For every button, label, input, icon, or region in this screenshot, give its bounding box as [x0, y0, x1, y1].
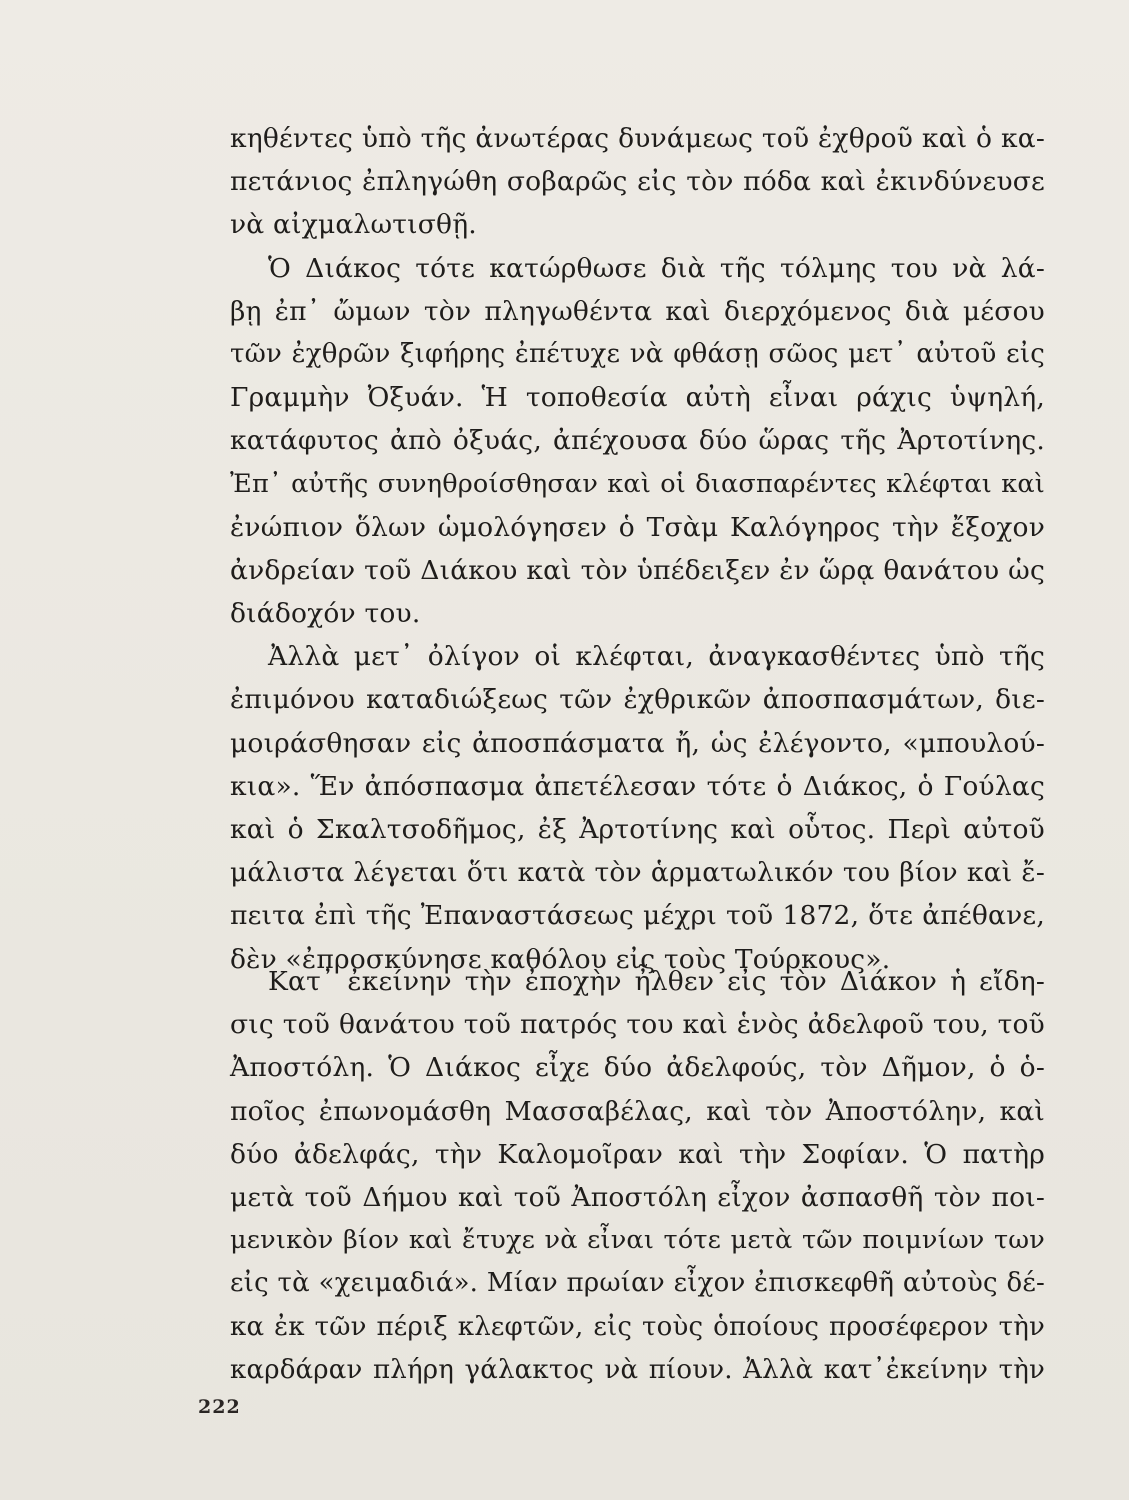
- text-line: βῃ ἐπ᾽ ὤμων τὸν πληγωθέντα καὶ διερχόμενος διὰ μέσου: [230, 295, 1045, 327]
- text-line: ἀνδρείαν τοῦ Διάκου καὶ τὸν ὑπέδειξεν ἐν ὥρᾳ θανάτου ὡς: [230, 554, 1045, 586]
- text-line: πετάνιος ἐπληγώθη σοβαρῶς εἰς τὸν πόδα καὶ ἐκινδύνευσε: [230, 166, 1045, 198]
- text-line: καρδάραν πλήρη γάλακτος νὰ πίουν. Ἀλλὰ κατ᾽ἐκείνην τὴν: [230, 1354, 1045, 1385]
- text-line: κηθέντες ὑπὸ τῆς ἀνωτέρας δυνάμεως τοῦ ἐχθροῦ καὶ ὁ κα-: [230, 123, 1045, 154]
- text-line: μενικὸν βίον καὶ ἔτυχε νὰ εἶναι τότε μετὰ τῶν ποιμνίων των: [230, 1225, 1045, 1256]
- text-line: μοιράσθησαν εἰς ἀποσπάσματα ἤ, ὡς ἐλέγοντο, «μπουλού-: [230, 727, 1045, 759]
- text-line: ποῖος ἐπωνομάσθη Μασσαβέλας, καὶ τὸν Ἀποστόλην, καὶ: [230, 1095, 1045, 1127]
- page-number: 222: [198, 1396, 241, 1418]
- text-line: δύο ἀδελφάς, τὴν Καλομοῖραν καὶ τὴν Σοφίαν. Ὁ πατὴρ: [230, 1138, 1045, 1170]
- text-line: Ἐπ᾽ αὐτῆς συνηθροίσθησαν καὶ οἱ διασπαρέντες κλέφται καὶ: [230, 468, 1045, 499]
- text-block-lower: [230, 960, 1045, 1392]
- text-line: πειτα ἐπὶ τῆς Ἐπαναστάσεως μέχρι τοῦ 1872, ὅτε ἀπέθανε,: [230, 900, 1045, 932]
- text-line: ἐπιμόνου καταδιώξεως τῶν ἐχθρικῶν ἀποσπασμάτων, διε-: [230, 684, 1045, 716]
- text-line: κα ἐκ τῶν πέριξ κλεφτῶν, εἰς τοὺς ὁποίους προσέφερον τὴν: [230, 1311, 1045, 1342]
- text-line: σις τοῦ θανάτου τοῦ πατρός του καὶ ἑνὸς ἀδελφοῦ του, τοῦ: [230, 1009, 1045, 1041]
- text-line: εἰς τὰ «χειμαδιά». Μίαν πρωίαν εἶχον ἐπισκεφθῆ αὐτοὺς δέ-: [230, 1268, 1045, 1299]
- text-block-upper: [230, 117, 1045, 981]
- text-line: τῶν ἐχθρῶν ξιφήρης ἐπέτυχε νὰ φθάσῃ σῶος μετ᾽ αὐτοῦ εἰς: [230, 338, 1045, 369]
- text-line: κια». Ἕν ἀπόσπασμα ἀπετέλεσαν τότε ὁ Διάκος, ὁ Γούλας: [230, 770, 1045, 802]
- text-line: κατάφυτος ἀπὸ ὀξυάς, ἀπέχουσα δύο ὥρας τῆς Ἀρτοτίνης.: [230, 425, 1045, 457]
- text-line: δὲν «ἐπροσκύνησε καθόλου εἰς τοὺς Τούρκους».: [230, 943, 891, 975]
- text-line: μετὰ τοῦ Δήμου καὶ τοῦ Ἀποστόλη εἶχον ἀσπασθῆ τὸν ποι-: [230, 1181, 1045, 1213]
- text-line: καὶ ὁ Σκαλτσοδῆμος, ἐξ Ἀρτοτίνης καὶ οὗτος. Περὶ αὐτοῦ: [230, 814, 1045, 845]
- text-line: μάλιστα λέγεται ὅτι κατὰ τὸν ἁρματωλικόν του βίον καὶ ἔ-: [230, 857, 1045, 889]
- text-line: Ὁ Διάκος τότε κατώρθωσε διὰ τῆς τόλμης του νὰ λά-: [268, 252, 1045, 284]
- text-line: Γραμμὴν Ὀξυάν. Ἡ τοποθεσία αὐτὴ εἶναι ράχις ὑψηλή,: [230, 382, 1045, 414]
- text-line: Ἀποστόλη. Ὁ Διάκος εἶχε δύο ἀδελφούς, τὸν Δῆμον, ὁ ὁ-: [230, 1052, 1045, 1084]
- text-line: διάδοχόν του.: [230, 598, 421, 630]
- text-line: ἐνώπιον ὅλων ὡμολόγησεν ὁ Τσὰμ Καλόγηρος τὴν ἔξοχον: [230, 511, 1045, 543]
- text-line: Κατ᾽ ἐκείνην τὴν ἐποχὴν ἦλθεν εἰς τὸν Διάκον ἡ εἴδη-: [268, 966, 1045, 997]
- text-line: νὰ αἰχμαλωτισθῇ.: [230, 209, 477, 241]
- text-line: Ἀλλὰ μετ᾽ ὀλίγον οἱ κλέφται, ἀναγκασθέντες ὑπὸ τῆς: [268, 641, 1045, 673]
